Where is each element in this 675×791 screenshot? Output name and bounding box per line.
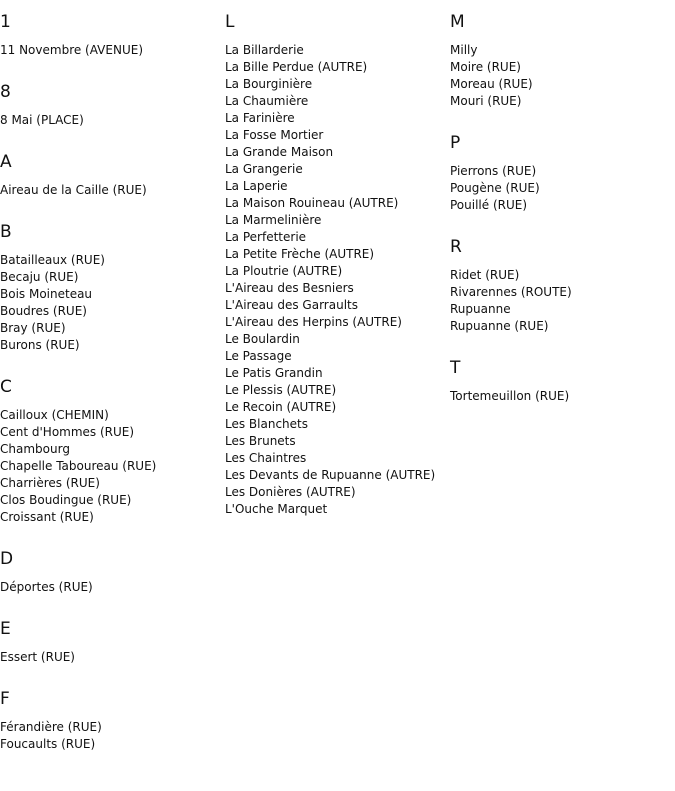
street-list-item[interactable]: Bois Moineteau — [0, 287, 93, 301]
street-list-item[interactable]: Essert (RUE) — [0, 650, 75, 664]
street-list-item[interactable]: Aireau de la Caille (RUE) — [0, 183, 147, 197]
street-list-item[interactable]: Milly — [450, 43, 478, 57]
street-list-item[interactable]: Burons (RUE) — [0, 338, 80, 352]
street-list-item[interactable]: Les Donières (AUTRE) — [225, 485, 356, 499]
street-list-item[interactable]: Bray (RUE) — [0, 321, 66, 335]
street-list-item[interactable]: Rivarennes (ROUTE) — [450, 285, 572, 299]
street-list-item[interactable]: Batailleaux (RUE) — [0, 253, 105, 267]
letter-section — [225, 12, 450, 518]
street-list-item[interactable]: La Grangerie — [225, 162, 303, 176]
street-list-item[interactable]: Moreau (RUE) — [450, 77, 533, 91]
street-list-item[interactable]: La Bille Perdue (AUTRE) — [225, 60, 368, 74]
street-list-item[interactable]: Foucaults (RUE) — [0, 737, 96, 751]
letter-section — [450, 133, 675, 214]
street-list-item[interactable]: Le Passage — [225, 349, 292, 363]
section-letter-heading: D — [0, 549, 14, 569]
street-list-item[interactable]: Le Recoin (AUTRE) — [225, 400, 337, 414]
street-list-item[interactable]: Chambourg — [0, 442, 70, 456]
street-list-item[interactable]: L'Aireau des Garraults — [225, 298, 358, 312]
street-index-column-3 — [450, 12, 675, 405]
street-list-item[interactable]: Pougène (RUE) — [450, 181, 540, 195]
street-list-item[interactable]: Le Boulardin — [225, 332, 300, 346]
street-list-item[interactable]: Charrières (RUE) — [0, 476, 100, 490]
street-list-item[interactable]: 11 Novembre (AVENUE) — [0, 43, 143, 57]
street-list-item[interactable]: Cailloux (CHEMIN) — [0, 408, 109, 422]
section-letter-heading: 8 — [0, 82, 11, 102]
street-list-item[interactable]: Pouillé (RUE) — [450, 198, 528, 212]
street-list-item[interactable]: La Chaumière — [225, 94, 309, 108]
street-list-item[interactable]: La Perfetterie — [225, 230, 307, 244]
street-list-item[interactable]: Rupuanne (RUE) — [450, 319, 549, 333]
street-index-column-1 — [0, 12, 225, 753]
street-list — [0, 252, 225, 354]
street-list-item[interactable]: Tortemeuillon (RUE) — [450, 389, 570, 403]
street-list — [0, 719, 225, 753]
section-letter-heading: M — [450, 12, 465, 32]
street-list-item[interactable]: La Marmelinière — [225, 213, 322, 227]
street-list — [0, 579, 225, 596]
street-list — [450, 388, 675, 405]
street-list-item[interactable]: La Laperie — [225, 179, 288, 193]
street-list-item[interactable]: Déportes (RUE) — [0, 580, 93, 594]
section-letter-heading: C — [0, 377, 12, 397]
section-letter-heading: F — [0, 689, 10, 709]
street-list-item[interactable]: Les Devants de Rupuanne (AUTRE) — [225, 468, 436, 482]
street-list-item[interactable]: La Petite Frèche (AUTRE) — [225, 247, 375, 261]
street-list-item[interactable]: Moire (RUE) — [450, 60, 521, 74]
street-list-item[interactable]: Croissant (RUE) — [0, 510, 94, 524]
section-letter-heading: A — [0, 152, 12, 172]
street-list-item[interactable]: Les Blanchets — [225, 417, 308, 431]
letter-section — [450, 237, 675, 335]
letter-section — [450, 358, 675, 405]
street-index-column-2 — [225, 12, 450, 518]
street-list-item[interactable]: L'Ouche Marquet — [225, 502, 328, 516]
letter-section — [450, 12, 675, 110]
letter-section — [0, 689, 225, 753]
street-list-item[interactable]: Ridet (RUE) — [450, 268, 520, 282]
street-list-item[interactable]: 8 Mai (PLACE) — [0, 113, 84, 127]
street-list-item[interactable]: Boudres (RUE) — [0, 304, 87, 318]
letter-section — [0, 222, 225, 354]
street-list-item[interactable]: Chapelle Taboureau (RUE) — [0, 459, 157, 473]
street-list-item[interactable]: Pierrons (RUE) — [450, 164, 537, 178]
street-list-item[interactable]: Rupuanne — [450, 302, 511, 316]
street-list-item[interactable]: L'Aireau des Besniers — [225, 281, 354, 295]
street-list-item[interactable]: Les Chaintres — [225, 451, 307, 465]
section-letter-heading: E — [0, 619, 11, 639]
section-letter-heading: R — [450, 237, 462, 257]
street-list-item[interactable]: Le Plessis (AUTRE) — [225, 383, 337, 397]
section-letter-heading: B — [0, 222, 12, 242]
letter-section — [0, 12, 225, 59]
street-list — [450, 163, 675, 214]
street-list-item[interactable]: Cent d'Hommes (RUE) — [0, 425, 135, 439]
street-list-item[interactable]: La Ploutrie (AUTRE) — [225, 264, 343, 278]
street-list-item[interactable]: Becaju (RUE) — [0, 270, 79, 284]
street-list-item[interactable]: Mouri (RUE) — [450, 94, 522, 108]
street-list — [0, 112, 225, 129]
street-list-item[interactable]: La Bourginière — [225, 77, 313, 91]
section-letter-heading: L — [225, 12, 235, 32]
letter-section — [0, 619, 225, 666]
section-letter-heading: T — [450, 358, 461, 378]
street-list-item[interactable]: La Fosse Mortier — [225, 128, 324, 142]
street-list-item[interactable]: L'Aireau des Herpins (AUTRE) — [225, 315, 402, 329]
street-list — [0, 182, 225, 199]
street-list-item[interactable]: La Maison Rouineau (AUTRE) — [225, 196, 399, 210]
street-list — [450, 267, 675, 335]
letter-section — [0, 549, 225, 596]
letter-section — [0, 152, 225, 199]
section-letter-heading: 1 — [0, 12, 11, 32]
street-list-item[interactable]: La Grande Maison — [225, 145, 334, 159]
street-list-item[interactable]: Les Brunets — [225, 434, 296, 448]
street-list-item[interactable]: Férandière (RUE) — [0, 720, 102, 734]
letter-section — [0, 377, 225, 526]
street-list — [0, 649, 225, 666]
street-list — [0, 407, 225, 526]
section-letter-heading: P — [450, 133, 461, 153]
street-list-item[interactable]: La Billarderie — [225, 43, 304, 57]
letter-section — [0, 82, 225, 129]
street-list — [0, 42, 225, 59]
street-list — [225, 42, 450, 518]
street-list-item[interactable]: Le Patis Grandin — [225, 366, 323, 380]
street-list — [450, 42, 675, 110]
street-list-item[interactable]: Clos Boudingue (RUE) — [0, 493, 132, 507]
street-list-item[interactable]: La Farinière — [225, 111, 295, 125]
